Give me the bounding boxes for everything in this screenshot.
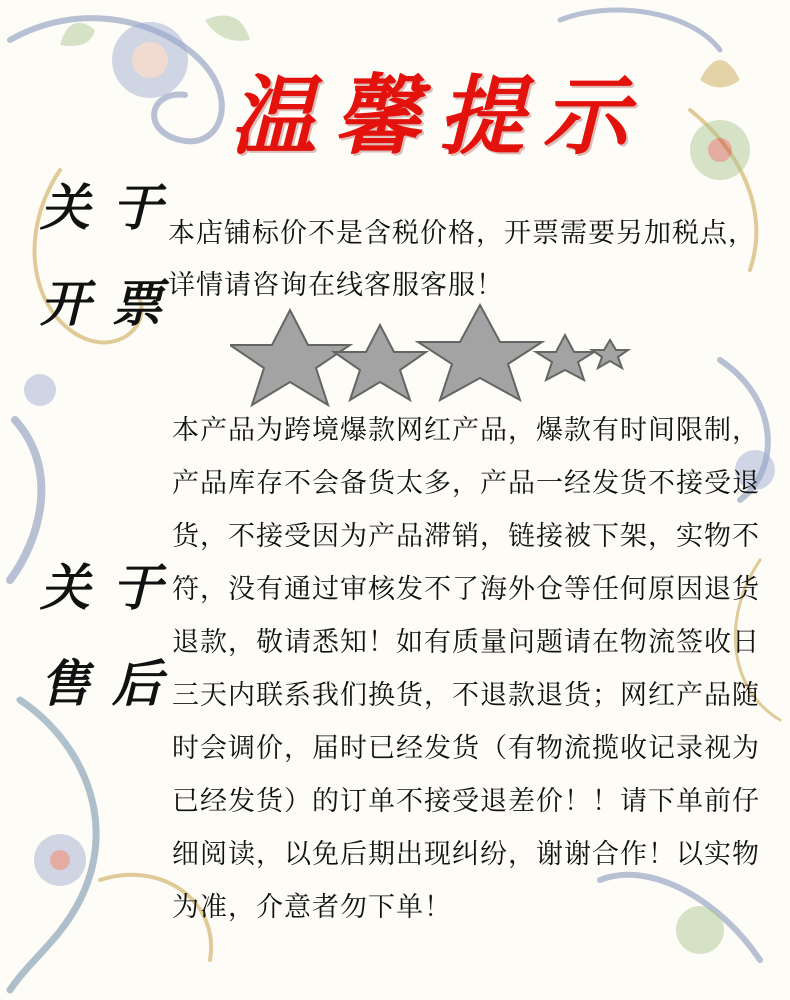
aftersales-section-heading xyxy=(40,540,184,732)
star-icon xyxy=(230,310,350,405)
invoice-paragraph: 本店铺标价不是含税价格，开票需要另加税点，详情请咨询在线客服客服！ xyxy=(168,218,756,301)
stars-divider-decoration xyxy=(230,300,640,410)
star-icon xyxy=(536,335,594,380)
star-icon xyxy=(592,340,628,368)
invoice-heading-line2: 开票 xyxy=(40,274,184,333)
page-title: 温馨提示 xyxy=(230,66,646,167)
invoice-heading-line1: 关于 xyxy=(40,178,184,237)
aftersales-paragraph: 本产品为跨境爆款网红产品，爆款有时间限制，产品库存不会备货太多，产品一经发货不接受退货，不接受因为产品滞销，链接被下架，实物不符，没有通过审核发不了海外仓等任何原因退货退款，敬请悉知！如有质量问题请在物流签收日三天内联系我们换货，不退款退货；网红产品随时会调价，届时已经发货（有物流揽收记录视为已经发货）的订单不接受退差价！！请下单前仔细阅读，以免后期出现纠纷，谢谢合作！以实物为准，介意者勿下单！ xyxy=(172,415,760,923)
star-icon xyxy=(334,325,426,400)
aftersales-heading-line1: 关于 xyxy=(40,558,184,617)
invoice-section-heading xyxy=(40,160,184,352)
star-icon xyxy=(418,305,542,400)
aftersales-heading-line2: 售后 xyxy=(40,654,184,713)
